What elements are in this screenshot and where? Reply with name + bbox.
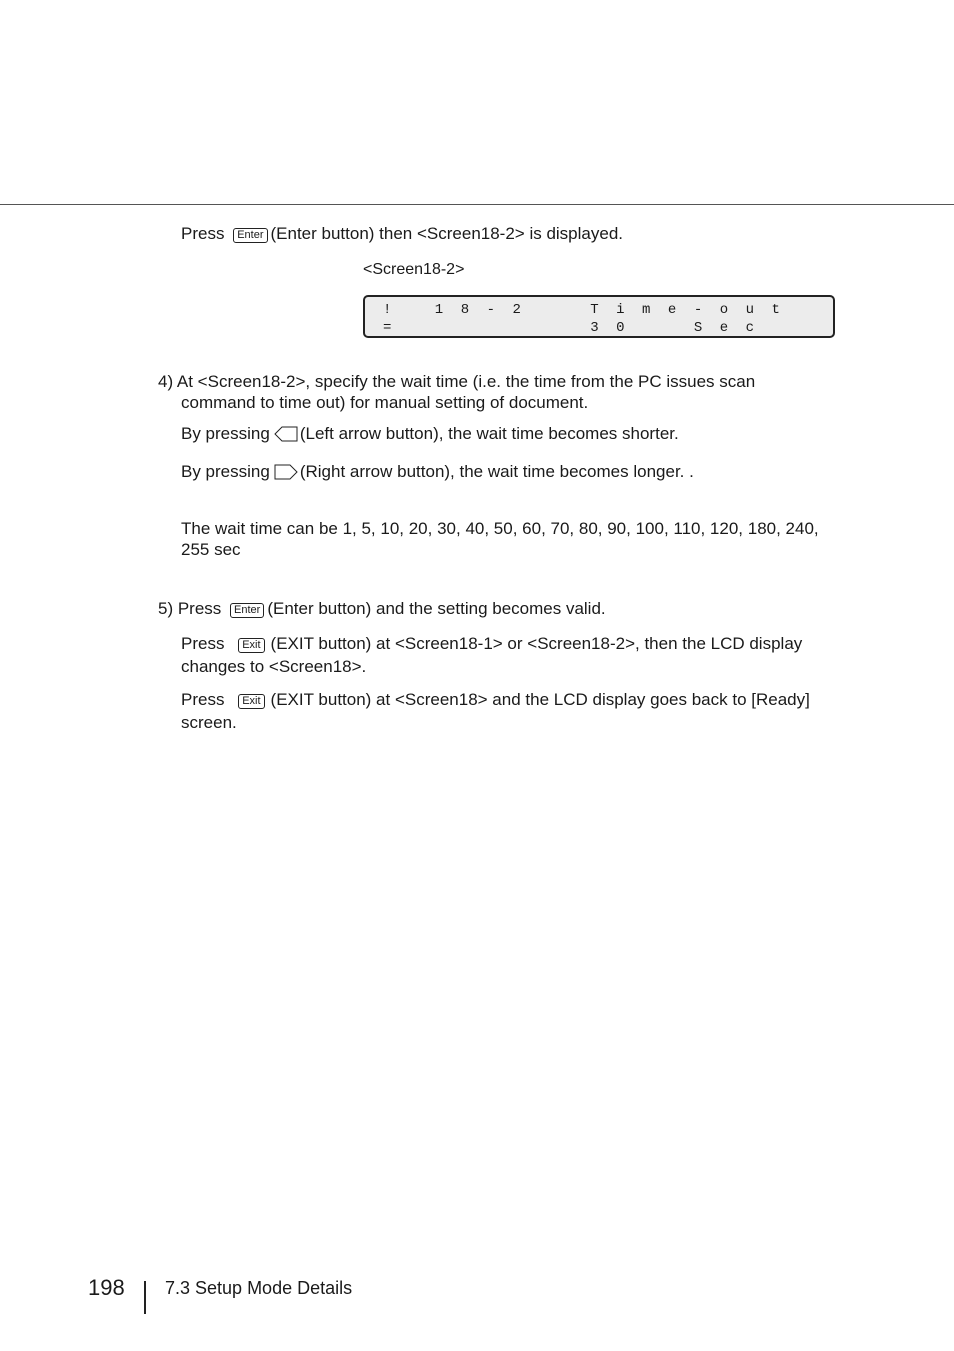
section-title: 7.3 Setup Mode Details <box>165 1278 353 1298</box>
lcd-display <box>363 295 835 338</box>
wait-values-line-1: The wait time can be 1, 5, 10, 20, 30, 40, 50, 60, 70, 80, 90, 100, 110, 120, 180, 240, <box>181 519 819 538</box>
footer-divider <box>144 1281 146 1314</box>
step5-rest: (Enter button) and the setting becomes valid. <box>267 599 606 618</box>
exit1-line-1 <box>181 633 802 655</box>
exit2-line-2: screen. <box>181 713 237 732</box>
exit1-press: Press <box>181 634 225 653</box>
header-rule <box>0 204 954 205</box>
enter-key-icon: Enter <box>230 603 264 618</box>
exit-key-icon: Exit <box>238 694 264 709</box>
exit-key-icon: Exit <box>238 638 264 653</box>
exit2-rest: (EXIT button) at <Screen18> and the LCD display goes back to [Ready] <box>270 690 810 709</box>
step5-prefix: 5) Press <box>158 599 222 618</box>
exit2-line-1 <box>181 689 810 711</box>
intro-rest-text: (Enter button) then <Screen18-2> is displayed. <box>270 224 623 243</box>
left-arrow-line <box>181 423 679 448</box>
exit1-line-2: changes to <Screen18>. <box>181 657 367 676</box>
lcd-line-2: = 30 Sec <box>383 320 772 336</box>
wait-values-line-2: 255 sec <box>181 540 241 559</box>
exit1-rest: (EXIT button) at <Screen18-1> or <Screen18-2>, then the LCD display <box>270 634 803 653</box>
right-arrow-line <box>181 461 694 486</box>
left-arrow-prefix: By pressing <box>181 424 270 443</box>
step4-line-1: 4) At <Screen18-2>, specify the wait time (i.e. the time from the PC issues scan <box>158 372 756 391</box>
right-arrow-key-icon <box>274 464 298 486</box>
lcd-line-1: ! 18-2 Time-out <box>383 302 798 318</box>
intro-press-text: Press <box>181 224 225 243</box>
right-arrow-rest: (Right arrow button), the wait time becomes longer. . <box>299 462 694 481</box>
page-number: 198 <box>88 1275 125 1300</box>
step5-line <box>158 598 606 620</box>
step4-line-2: command to time out) for manual setting of document. <box>181 393 589 412</box>
left-arrow-key-icon <box>274 426 298 448</box>
right-arrow-prefix: By pressing <box>181 462 270 481</box>
screen-caption: <Screen18-2> <box>363 261 465 278</box>
left-arrow-rest: (Left arrow button), the wait time becomes shorter. <box>299 424 679 443</box>
intro-line <box>181 223 623 245</box>
enter-key-icon: Enter <box>233 228 267 243</box>
exit2-press: Press <box>181 690 225 709</box>
